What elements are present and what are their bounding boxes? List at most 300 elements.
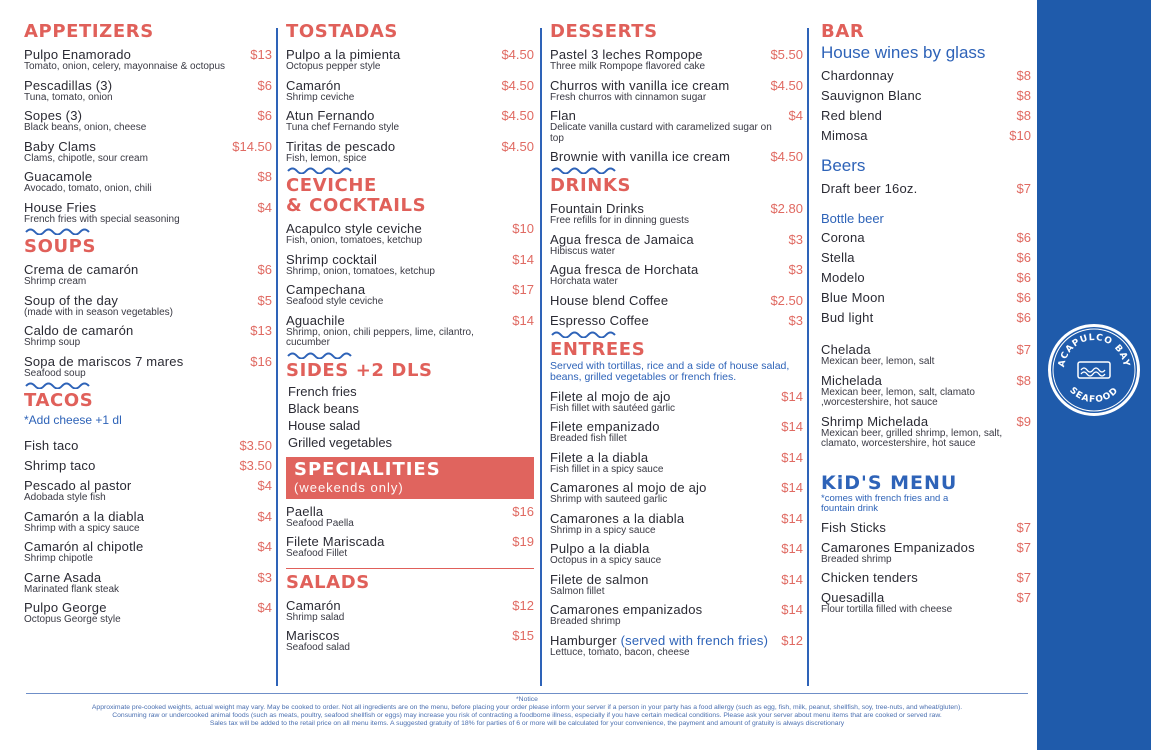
- menu-item-price: $7: [1016, 342, 1031, 357]
- menu-item-name: Brownie with vanilla ice cream: [550, 149, 731, 164]
- menu-item: [24, 109, 272, 134]
- wave-divider: [24, 381, 92, 389]
- menu-item-price: $6: [257, 77, 272, 93]
- sides-list: [286, 383, 534, 451]
- svg-text:SEAFOOD: [1067, 386, 1120, 406]
- menu-item-text: [821, 571, 918, 585]
- hamburger-desc: Lettuce, tomato, bacon, cheese: [550, 646, 690, 658]
- menu-item-desc: Black beans, onion, cheese: [24, 122, 147, 133]
- column-3: [550, 22, 803, 658]
- menu-item-desc: Octopus in a spicy sauce: [550, 555, 662, 566]
- menu-item-text: [24, 479, 131, 504]
- menu-item-desc: Adobada style fish: [24, 492, 106, 503]
- menu-item-text: [550, 451, 663, 476]
- menu-item-price: $10: [1009, 128, 1031, 143]
- menu-item: [24, 170, 272, 195]
- menu-item-text: [821, 271, 865, 285]
- menu-item: [821, 271, 1031, 285]
- menu-item-name: Camarón a la diabla: [24, 508, 145, 524]
- menu-item-desc: Fish, lemon, spice: [286, 152, 367, 164]
- menu-item-text: [821, 69, 894, 83]
- menu-item-desc: Seafood Fillet: [286, 548, 348, 559]
- menu-item: [550, 314, 803, 328]
- menu-item-text: [286, 283, 383, 308]
- menu-item-desc: Fish, onion, tomatoes, ketchup: [286, 235, 423, 246]
- menu-item-desc: Horchata water: [550, 276, 618, 287]
- menu-item-text: [24, 294, 173, 319]
- menu-item-name: Pescado al pastor: [24, 478, 132, 493]
- notice-rule: [26, 693, 1028, 694]
- menu-item-price: $4: [257, 539, 272, 554]
- menu-item: [24, 601, 272, 626]
- hamburger-item: [550, 634, 803, 659]
- bar-title: BAR: [821, 21, 865, 42]
- side-item: French fries: [288, 383, 357, 399]
- menu-item-desc: Seafood style ceviche: [286, 296, 384, 307]
- menu-item-name: Bud light: [821, 310, 874, 325]
- menu-item-price: $6: [1016, 270, 1031, 285]
- menu-item-price: $4: [788, 108, 803, 123]
- menu-item: [24, 79, 272, 104]
- menu-item-text: [821, 343, 934, 368]
- menu-item-name: Stella: [821, 250, 855, 265]
- menu-item-text: [550, 390, 675, 415]
- menu-item: [286, 79, 534, 104]
- ceviche-title-2: & COCKTAILS: [286, 195, 427, 216]
- menu-item-desc: Flour tortilla filled with cheese: [821, 604, 953, 615]
- menu-item-price: $4.50: [501, 47, 534, 62]
- menu-item-price: $4: [257, 508, 272, 524]
- menu-item: [286, 629, 534, 654]
- menu-item-desc: Shrimp chipotle: [24, 553, 93, 564]
- menu-item-price: $3: [257, 569, 272, 585]
- menu-item-desc: Fresh churros with cinnamon sugar: [550, 91, 707, 103]
- menu-item-price: $8: [1016, 88, 1031, 103]
- menu-item-price: $19: [512, 534, 534, 549]
- menu-item-name: Fish taco: [24, 438, 79, 453]
- menu-item-desc: Breaded shrimp: [550, 616, 621, 627]
- notice: [26, 696, 1028, 728]
- menu-item-name: Caldo de camarón: [24, 323, 134, 338]
- menu-item-desc: Shrimp soup: [24, 337, 81, 348]
- appetizers-title: APPETIZERS: [24, 21, 154, 42]
- menu-item-text: [550, 603, 702, 628]
- menu-item-text: [550, 294, 668, 308]
- specialities-title: SPECIALITIES: [294, 458, 441, 480]
- menu-item: [550, 109, 803, 144]
- beers-title: Beers: [821, 156, 866, 175]
- menu-item-text: [286, 505, 354, 530]
- draft-beer: [821, 182, 1031, 196]
- menu-item-desc: Shrimp, onion, tomatoes, ketchup: [286, 265, 435, 277]
- menu-item-desc: Shrimp in a spicy sauce: [550, 524, 656, 536]
- menu-item-text: [821, 521, 886, 535]
- menu-item-desc: Fish fillet with sautéed garlic: [550, 402, 676, 414]
- menu-item-price: $8: [1016, 68, 1031, 83]
- menu-item-text: [550, 420, 660, 445]
- menu-item-desc: Shrimp salad: [286, 611, 345, 623]
- menu-item-price: $3.50: [239, 458, 272, 473]
- menu-item-name: Aguachile: [286, 312, 345, 328]
- menu-item-text: [286, 599, 344, 624]
- menu-item-price: $7: [1016, 539, 1031, 555]
- menu-item-text: [24, 201, 180, 226]
- menu-item-text: [286, 79, 354, 104]
- menu-item-price: $14: [781, 602, 803, 617]
- menu-item: [286, 535, 534, 560]
- menu-item: [821, 415, 1031, 450]
- tacos-note: *Add cheese +1 dl: [24, 413, 122, 427]
- menu-item: [550, 451, 803, 476]
- menu-item-text: [24, 355, 183, 380]
- menu-item: [550, 573, 803, 598]
- menu-item-name: Chardonnay: [821, 68, 894, 83]
- menu-item-text: [24, 324, 133, 349]
- menu-item-text: [550, 573, 649, 598]
- menu-item-text: [286, 629, 350, 654]
- menu-item: [24, 294, 272, 319]
- menu-item-price: $2.50: [770, 292, 803, 308]
- soups-list: [24, 263, 272, 379]
- menu-item: [24, 355, 272, 380]
- menu-item: [286, 599, 534, 624]
- sidebar-band: [1037, 0, 1151, 750]
- menu-item-name: Pescadillas (3): [24, 77, 113, 93]
- column-4: [821, 22, 1031, 616]
- desserts-title: DESSERTS: [550, 21, 658, 42]
- menu-item-name: Filete Mariscada: [286, 534, 385, 549]
- menu-item-text: [550, 263, 698, 288]
- menu-item: [550, 512, 803, 537]
- menu-item-desc: Clams, chipotle, sour cream: [24, 152, 148, 164]
- soups-title: SOUPS: [24, 236, 97, 257]
- menu-item-text: [550, 79, 729, 104]
- menu-item-price: $16: [512, 503, 534, 519]
- menu-item-price: $3.50: [239, 438, 272, 453]
- bottle-title: Bottle beer: [821, 211, 884, 226]
- menu-item-desc: Breaded fish fillet: [550, 433, 627, 444]
- menu-item-name: Camarón: [286, 77, 341, 93]
- menu-item-price: $14: [512, 251, 534, 267]
- menu-item: [550, 48, 803, 73]
- menu-item-desc: Three milk Rompope flavored cake: [550, 61, 706, 72]
- divider-2: [540, 28, 542, 686]
- salads-list: [286, 599, 534, 654]
- kids-title: KiD'S MENU: [821, 471, 958, 494]
- side-item: Black beans: [288, 400, 359, 416]
- menu-item-text: [286, 48, 400, 73]
- menu-item: [550, 79, 803, 104]
- menu-item: [821, 311, 1031, 325]
- menu-item-name: Blue Moon: [821, 290, 885, 305]
- menu-item-price: $4.50: [770, 149, 803, 164]
- menu-item-price: $4.50: [501, 108, 534, 123]
- menu-item: [24, 540, 272, 565]
- menu-item-name: Tiritas de pescado: [286, 138, 396, 154]
- ceviche-title-1: CEVICHE: [286, 175, 377, 196]
- menu-item: [24, 48, 272, 73]
- menu-item: [550, 420, 803, 445]
- tostadas-list: [286, 48, 534, 164]
- entrees-note: Served with tortillas, rice and a side of house salad, beans, grilled vegetables or french fries.: [550, 359, 790, 383]
- menu-item-price: $14: [781, 571, 803, 587]
- wines-list: [821, 69, 1031, 143]
- menu-item-name: Atun Fernando: [286, 108, 375, 123]
- menu-item-desc: Mexican beer, grilled shrimp, lemon, salt, clamato, worcestershire, hot sauce: [821, 427, 1003, 449]
- menu-item-name: Churros with vanilla ice cream: [550, 77, 730, 93]
- specialities-banner: [286, 457, 534, 499]
- menu-item-name: Pulpo George: [24, 600, 107, 615]
- notice-line-2: Consuming raw or undercooked animal foods (such as meats, poultry, seafood shellfish or eggs) may increase you risk of contracting a foodborne illness, especially if you have certain medical conditions. Please ask your server about menu items that are cooked or served raw.: [112, 712, 942, 719]
- menu-item-text: [821, 541, 975, 566]
- menu-item-text: [24, 170, 152, 195]
- menu-item-name: Acapulco style ceviche: [286, 221, 422, 236]
- wave-divider: [24, 227, 92, 235]
- menu-item-desc: Mexican beer, lemon, salt: [821, 356, 935, 367]
- menu-item-text: [550, 202, 689, 227]
- menu-item-name: Red blend: [821, 108, 883, 123]
- menu-item-text: [821, 374, 1013, 409]
- menu-item-name: Filete empanizado: [550, 419, 660, 434]
- menu-item-name: Fountain Drinks: [550, 201, 645, 216]
- menu-item-price: $4: [257, 199, 272, 215]
- menu-item-price: $17: [512, 282, 534, 297]
- menu-item: [550, 481, 803, 506]
- menu-item-price: $14: [781, 510, 803, 526]
- menu-item-name: House blend Coffee: [550, 292, 669, 308]
- menu-item: [550, 294, 803, 308]
- hamburger-name: Hamburger: [550, 632, 617, 648]
- column-2: [286, 22, 534, 654]
- menu-item-desc: Tuna chef Fernando style: [286, 122, 400, 133]
- menu-item-text: [286, 222, 422, 247]
- menu-item-price: $14: [512, 312, 534, 328]
- wave-divider: [286, 166, 354, 174]
- menu-item-text: [550, 150, 730, 164]
- menu-item: [24, 479, 272, 504]
- menu-item-text: [821, 89, 922, 103]
- menu-item: [821, 541, 1031, 566]
- menu-item-text: [550, 542, 661, 567]
- wines-title: House wines by glass: [821, 43, 986, 62]
- menu-item-text: [24, 439, 79, 453]
- menu-item-price: $15: [512, 628, 534, 643]
- menu-item-text: [24, 263, 138, 288]
- menu-item-text: [24, 601, 121, 626]
- menu-item-name: Crema de camarón: [24, 262, 139, 277]
- menu-item-name: Chelada: [821, 342, 871, 357]
- logo-mark: [1048, 324, 1140, 416]
- menu-item-desc: Fish fillet in a spicy sauce: [550, 463, 664, 475]
- hamburger-note: (served with french fries): [620, 632, 769, 648]
- menu-item-text: [821, 591, 952, 616]
- menu-item-desc: Seafood soup: [24, 367, 86, 379]
- menu-item: [286, 505, 534, 530]
- menu-item: [821, 69, 1031, 83]
- bottles-list: [821, 231, 1031, 325]
- draft-name: Draft beer 16oz.: [821, 181, 918, 196]
- menu-item-price: $14: [781, 388, 803, 404]
- menu-item-price: $4: [257, 600, 272, 615]
- menu-item-price: $6: [1016, 250, 1031, 265]
- menu-item: [286, 222, 534, 247]
- menu-item-name: Sauvignon Blanc: [821, 88, 922, 103]
- salads-title: SALADS: [286, 571, 370, 593]
- menu-item-desc: Octopus George style: [24, 614, 121, 625]
- menu-item-price: $12: [512, 597, 534, 613]
- menu-item-price: $14: [781, 419, 803, 434]
- menu-item: [24, 571, 272, 596]
- menu-item: [821, 291, 1031, 305]
- menu-item-text: [286, 109, 399, 134]
- menu-item-name: Fish Sticks: [821, 519, 887, 535]
- menu-item-desc: Shrimp with sauteed garlic: [550, 494, 668, 505]
- menu-item-text: [286, 140, 395, 165]
- menu-item-name: Chicken tenders: [821, 570, 918, 585]
- menu-item: [821, 89, 1031, 103]
- menu-item: [550, 390, 803, 415]
- menu-item-desc: Salmon fillet: [550, 585, 605, 597]
- menu-item-text: [821, 109, 882, 123]
- menu-item: [286, 283, 534, 308]
- menu-item-desc: Breaded shrimp: [821, 553, 892, 565]
- menu-item-price: $8: [1016, 372, 1031, 388]
- menu-item-name: Camarones Empanizados: [821, 539, 975, 555]
- menu-item-text: [24, 140, 148, 165]
- menu-item-price: $3: [788, 231, 803, 247]
- specialities-subtitle: (weekends only): [294, 479, 404, 495]
- tostadas-title: TOSTADAS: [286, 21, 398, 42]
- menu-item-desc: (made with in season vegetables): [24, 306, 173, 318]
- divider-1: [276, 28, 278, 686]
- menu-item-price: $13: [250, 323, 272, 338]
- menu-item-name: Filete al mojo de ajo: [550, 388, 671, 404]
- menu-item: [821, 231, 1031, 245]
- menu-item-price: $5: [257, 292, 272, 308]
- menu-item-name: Guacamole: [24, 169, 93, 184]
- menu-item-price: $14.50: [232, 138, 272, 154]
- menu-item-price: $14: [781, 449, 803, 465]
- menu-item-desc: Tuna, tomato, onion: [24, 91, 113, 103]
- menu-item: [286, 48, 534, 73]
- menu-item-name: Pulpo Enamorado: [24, 47, 132, 62]
- menu-item: [286, 253, 534, 278]
- menu-item-name: Carne Asada: [24, 569, 102, 585]
- menu-item-text: [550, 109, 785, 144]
- menu-item: [24, 140, 272, 165]
- menu-item: [550, 542, 803, 567]
- notice-title: *Notice: [516, 696, 538, 703]
- menu-item-price: $6: [257, 108, 272, 123]
- menu-item-price: $8: [1016, 108, 1031, 123]
- menu-item-price: $13: [250, 47, 272, 62]
- side-item: Grilled vegetables: [288, 434, 393, 450]
- specialities-list: [286, 505, 534, 560]
- menu-item-price: $4.50: [770, 77, 803, 93]
- menu-item-desc: Shrimp ceviche: [286, 91, 355, 103]
- menu-item-text: [24, 79, 113, 104]
- menu-item-price: $16: [250, 353, 272, 369]
- micheladas-list: [821, 343, 1031, 450]
- drinks-title: DRINKS: [550, 175, 632, 196]
- notice-line-1: Approximate pre-cooked weights, actual weight may vary. May be cooked to order. Not all ingredients are on the menu, before placing your order please inform your server if a person in your party has a food allergy (such as egg, fish, milk, peanut, shellfish, soy, tree-nuts, and wheat/gluten).: [91, 704, 963, 711]
- menu-item-name: Corona: [821, 230, 865, 245]
- menu-item-desc: Avocado, tomato, onion, chili: [24, 183, 152, 194]
- menu-item-price: $10: [512, 221, 534, 236]
- menu-item-name: Sopa de mariscos 7 mares: [24, 353, 184, 369]
- menu-item-price: $4: [257, 478, 272, 493]
- menu-item: [24, 263, 272, 288]
- menu-item: [821, 374, 1031, 409]
- menu-item-name: Sopes (3): [24, 108, 83, 123]
- menu-item: [24, 459, 272, 473]
- menu-item-text: [24, 109, 146, 134]
- menu-item-price: $7: [1016, 570, 1031, 585]
- menu-item-text: [24, 571, 119, 596]
- menu-item-name: Modelo: [821, 270, 865, 285]
- menu-item-name: Quesadilla: [821, 590, 885, 605]
- menu-item-name: House Fries: [24, 199, 97, 215]
- menu-item-price: $8: [257, 169, 272, 184]
- menu-item-desc: Seafood salad: [286, 642, 350, 653]
- menu-item: [286, 314, 534, 349]
- menu-item-name: Mimosa: [821, 128, 868, 143]
- logo-top-text: ACAPULCO BAY: [1057, 332, 1131, 369]
- menu-item-price: $3: [788, 312, 803, 328]
- logo-bottom-text: SEAFOOD: [1067, 385, 1121, 406]
- menu-item-name: Pastel 3 leches Rompope: [550, 47, 703, 62]
- menu-item-name: Mariscos: [286, 628, 340, 643]
- wave-divider: [286, 351, 354, 359]
- menu-item-text: [550, 512, 684, 537]
- menu-item-name: Agua fresca de Horchata: [550, 262, 699, 277]
- menu-item-desc: Marinated flank steak: [24, 583, 120, 595]
- draft-price: $7: [1016, 181, 1031, 196]
- menu-item-name: Espresso Coffee: [550, 312, 649, 328]
- menu-item: [550, 150, 803, 164]
- menu-item-price: $4.50: [501, 77, 534, 93]
- menu-item: [550, 233, 803, 258]
- drinks-list: [550, 202, 803, 328]
- menu-item-name: Agua fresca de Jamaica: [550, 231, 694, 247]
- menu-item-text: [821, 129, 868, 143]
- menu-item-text: [821, 251, 855, 265]
- entrees-title: ENTREES: [550, 338, 646, 360]
- menu-item-text: [24, 540, 143, 565]
- appetizers-list: [24, 48, 272, 225]
- menu-item: [24, 510, 272, 535]
- menu-item-text: [550, 48, 705, 73]
- menu-item: [821, 521, 1031, 535]
- menu-item-price: $14: [781, 480, 803, 495]
- menu-item: [24, 201, 272, 226]
- menu-item-price: $7: [1016, 519, 1031, 535]
- menu-item: [821, 591, 1031, 616]
- menu-item: [821, 571, 1031, 585]
- menu-item-text: [24, 48, 225, 73]
- menu-item-text: [550, 233, 694, 258]
- menu-item-price: $2.80: [770, 201, 803, 216]
- menu-item-name: Camarones empanizados: [550, 602, 703, 617]
- hamburger-price: $12: [781, 632, 803, 648]
- menu-item-name: Baby Clams: [24, 138, 97, 154]
- divider-3: [807, 28, 809, 686]
- menu-item-text: [286, 535, 385, 560]
- menu-item-name: Shrimp cocktail: [286, 251, 378, 267]
- menu-item-text: [24, 510, 144, 535]
- menu-item: [821, 109, 1031, 123]
- menu-item-desc: Tomato, onion, celery, mayonnaise & octopus: [24, 61, 226, 72]
